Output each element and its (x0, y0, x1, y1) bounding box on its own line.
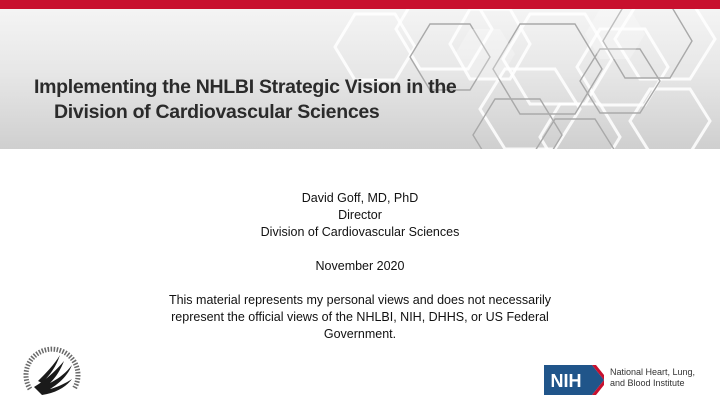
title-banner (0, 9, 720, 149)
slide-title (34, 75, 504, 125)
presenter-role: Director (338, 208, 382, 222)
institute-line-1: National Heart, Lung, (610, 367, 696, 377)
title-line-2: Division of Cardiovascular Sciences (54, 101, 380, 123)
institute-name (610, 367, 695, 389)
hhs-eagle-seal-icon (16, 337, 88, 401)
disclaimer-line-1: This material represents my personal views and does not necessarily (168, 293, 552, 307)
spacer (110, 275, 610, 292)
institute-line-2: and Blood Institute (610, 378, 685, 388)
disclaimer-line-3: Government. (323, 327, 397, 341)
presenter-name: David Goff, MD, PhD (301, 191, 419, 205)
presenter-division: Division of Cardiovascular Sciences (260, 225, 460, 239)
nih-logo-icon (544, 365, 604, 395)
top-accent-bar (0, 0, 720, 9)
presentation-date: November 2020 (315, 259, 405, 273)
disclaimer-line-2: represent the official views of the NHLBI, NIH, DHHS, or US Federal (171, 310, 549, 324)
presenter-info (110, 190, 610, 343)
spacer (110, 241, 610, 258)
title-line-1: Implementing the NHLBI Strategic Vision in the (34, 76, 457, 98)
nih-logo-text: NIH (550, 371, 582, 391)
